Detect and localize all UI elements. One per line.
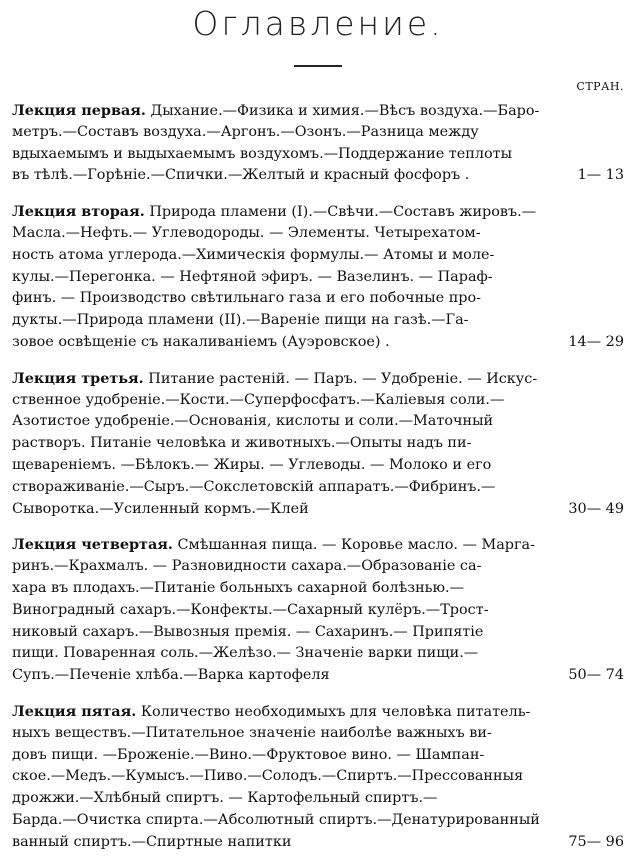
- toc-entry-line: [12, 100, 624, 122]
- toc-entry-line: дрожжи.—Хлѣбный спиртъ. — Картофельный спиртъ.—: [12, 790, 438, 807]
- page-range: 14— 29: [568, 333, 624, 350]
- title-underline: [294, 65, 342, 67]
- toc-entry-line: Азотистое удобреніе.—Основанія, кислоты и соли.—Маточный: [12, 413, 494, 430]
- toc-entry-text: ванный спиртъ.—Спиртные напитки: [12, 833, 292, 850]
- lecture-label: Лекция четвертая.: [12, 536, 173, 554]
- toc-entry-4: [12, 534, 624, 687]
- page-title: Оглавление.: [192, 4, 444, 43]
- toc-entry-line: [12, 368, 624, 390]
- toc-entry-text: Дыхание.—Физика и химия.—Вѣсъ воздуха.—Баро-: [150, 103, 540, 119]
- toc-entry-line: [12, 332, 624, 354]
- toc-entry-3: [12, 368, 624, 521]
- toc-entry-line: [12, 665, 624, 687]
- toc-entry-line: [12, 201, 624, 223]
- toc-entry-1: [12, 100, 624, 187]
- toc-entry-line: дукты.—Природа пламени (II).—Вареніе пищи на газѣ.—Га-: [12, 312, 469, 329]
- toc-entry-line: финъ. — Производство свѣтильнаго газа и его побочные про-: [12, 290, 482, 307]
- toc-entry-line: метръ.—Составъ воздуха.—Аргонъ.—Озонъ.—Разница между: [12, 123, 479, 140]
- toc-entry-line: никовый сахаръ.—Вывозныя премія. — Сахаринъ.— Припятіе: [12, 623, 484, 640]
- toc-entry-line: кулы.—Перегонка. — Нефтяной эфиръ. — Вазелинъ. — Параф-: [12, 268, 493, 285]
- toc-entry-line: растворъ. Питаніе человѣка и животныхъ.—Опыты надъ пи-: [12, 435, 472, 452]
- toc-entry-line: пищи. Поваренная соль.—Желѣзо.— Значеніе варки пищи.—: [12, 645, 479, 662]
- toc-entry-line: [12, 701, 624, 723]
- page-range: 75— 96: [568, 833, 624, 850]
- toc-entry-text: зовое освѣщеніе съ накаливаніемъ (Ауэровское) .: [12, 333, 390, 350]
- toc-entry-text: Питание растеній. — Паръ. — Удобреніе. — Искус-: [148, 370, 538, 387]
- toc-entry-text: Супъ.—Печеніе хлѣба.—Варка картофеля: [12, 667, 330, 684]
- toc-entry-line: створаживаніе.—Сыръ.—Сокслетовскій аппаратъ.—Фибринъ.—: [12, 478, 496, 495]
- toc-entry-text: Природа пламени (I).—Свѣчи.—Составъ жировъ.—: [149, 204, 537, 221]
- page-range: 50— 74: [568, 667, 624, 684]
- toc-entry-line: [12, 534, 624, 556]
- toc-entry-line: Масла.—Нефть.— Углеводороды. — Элементы. Четырехатом-: [12, 224, 481, 241]
- toc-entry-line: Барда.—Очистка спирта.—Абсолютный спиртъ.—Денатурированный: [12, 811, 540, 828]
- toc-entry-line: [12, 832, 624, 854]
- toc-entry-text: въ тѣлѣ.—Горѣніе.—Спички.—Желтый и красный фосфоръ .: [12, 167, 470, 184]
- pages-column-header: СТРАН.: [576, 80, 624, 93]
- page-range: 1— 13: [577, 167, 624, 184]
- toc-entry-text: Сыворотка.—Усиленный кормъ.—Клей: [12, 500, 309, 517]
- page-range: 30— 49: [568, 500, 624, 517]
- toc-entry-line: [12, 165, 624, 187]
- lecture-label: Лекция первая.: [12, 102, 146, 119]
- toc-entry-5: [12, 701, 624, 854]
- toc-entry-line: хара въ плодахъ.—Питаніе больныхъ сахарной болѣзнью.—: [12, 579, 465, 596]
- toc-entry-text: Смѣшанная пища. — Коровье масло. — Марга-: [177, 537, 535, 554]
- toc-entry-line: ность атома углерода.—Химическія формулы.— Атомы и моле-: [12, 246, 495, 263]
- toc-list: [12, 100, 624, 868]
- toc-entry-text: Количество необходимыхъ для человѣка питатель-: [140, 703, 531, 720]
- toc-entry-line: ныхъ веществъ.—Питательное значеніе наиболѣе важныхъ ви-: [12, 724, 492, 741]
- lecture-label: Лекция вторая.: [12, 203, 145, 221]
- toc-entry-2: [12, 201, 624, 354]
- lecture-label: Лекция третья.: [12, 369, 144, 387]
- toc-entry-line: Виноградный сахаръ.—Конфекты.—Сахарный кулёръ.—Трост-: [12, 601, 489, 618]
- toc-entry-line: ственное удобреніе.—Кости.—Суперфосфатъ.—Каліевыя соли.—: [12, 391, 505, 408]
- toc-entry-line: [12, 499, 624, 521]
- toc-entry-line: ринъ.—Крахмалъ. — Разновидности сахара.—Образованіе са-: [12, 558, 482, 575]
- toc-entry-line: довъ пищи. —Броженіе.—Вино.—Фруктовое вино. — Шампан-: [12, 746, 485, 763]
- toc-entry-line: вдыхаемымъ и выдыхаемымъ воздухомъ.—Поддержание теплоты: [12, 145, 513, 162]
- lecture-label: Лекция пятая.: [12, 702, 137, 720]
- toc-entry-line: ское.—Медъ.—Кумысъ.—Пиво.—Солодъ.—Спиртъ.—Прессованныя: [12, 768, 524, 785]
- toc-entry-line: щевареніемъ. —Бѣлокъ.— Жиры. — Углеводы. — Молоко и его: [12, 456, 492, 473]
